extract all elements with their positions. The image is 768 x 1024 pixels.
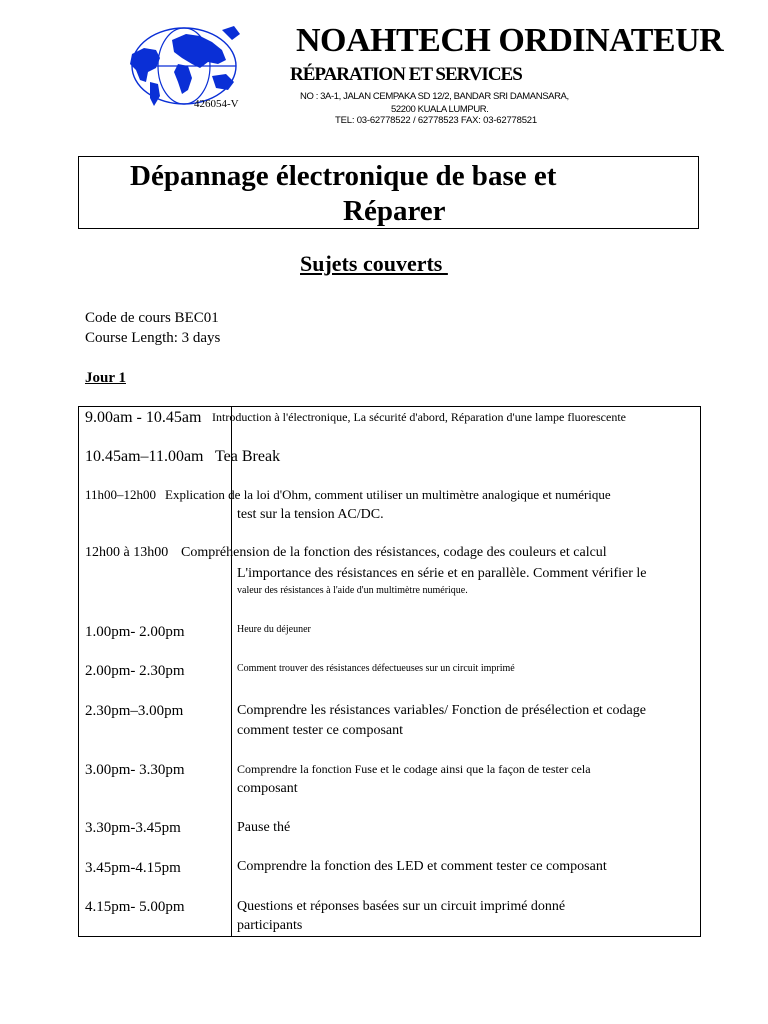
schedule-description: Comprendre les résistances variables/ Fonction de présélection et codage	[237, 703, 646, 718]
schedule-time: 3.45pm-4.15pm	[85, 860, 181, 876]
company-subtitle: RÉPARATION ET SERVICES	[290, 64, 522, 85]
schedule-time: 3.00pm- 3.30pm	[85, 762, 185, 778]
schedule-time: 1.00pm- 2.00pm	[85, 624, 185, 640]
schedule-description-cont: composant	[237, 781, 298, 796]
course-title-line-1: Dépannage électronique de base et	[130, 160, 557, 192]
schedule-description: Compréhension de la fonction des résistances, codage des couleurs et calcul	[181, 545, 607, 560]
schedule-time: 2.00pm- 2.30pm	[85, 663, 185, 679]
topics-heading: Sujets couverts	[300, 251, 448, 276]
course-length: Course Length: 3 days	[85, 330, 221, 346]
schedule-description: Comprendre la fonction des LED et comment tester ce composant	[237, 859, 607, 874]
day-label: Jour 1	[85, 370, 126, 386]
schedule-time: 11h00–12h00	[85, 487, 157, 502]
address-line-1: NO : 3A-1, JALAN CEMPAKA SD 12/2, BANDAR SRI DAMANSARA,	[300, 91, 569, 102]
company-name: NOAHTECH ORDINATEUR	[296, 22, 724, 59]
schedule-time: 10.45am–11.00am	[85, 448, 204, 465]
schedule-description: Tea Break	[215, 448, 281, 465]
schedule-description-cont: L'importance des résistances en série et en parallèle. Comment vérifier le	[237, 566, 647, 581]
schedule-description: Comment trouver des résistances défectueuses sur un circuit imprimé	[237, 663, 515, 674]
world-globe-icon	[126, 24, 242, 108]
contact-line: TEL: 03-62778522 / 62778523 FAX: 03-62778521	[335, 115, 537, 126]
schedule-description: Introduction à l'électronique, La sécurité d'abord, Réparation d'une lampe fluorescente	[212, 410, 626, 424]
address-line-2: 52200 KUALA LUMPUR.	[391, 104, 489, 115]
registration-number: 426054-V	[194, 98, 239, 110]
schedule-time: 12h00 à 13h00	[85, 545, 169, 560]
schedule-description: Pause thé	[237, 820, 291, 835]
schedule-description-cont: participants	[237, 918, 303, 933]
schedule-description: Questions et réponses basées sur un circuit imprimé donné	[237, 899, 566, 914]
schedule-time: 2.30pm–3.00pm	[85, 703, 184, 719]
schedule-description: Heure du déjeuner	[237, 624, 311, 635]
schedule-description: Comprendre la fonction Fuse et le codage ainsi que la façon de tester cela	[237, 762, 591, 776]
schedule-description: Explication de la loi d'Ohm, comment utiliser un multimètre analogique et numérique	[165, 487, 611, 502]
schedule-description-cont: valeur des résistances à l'aide d'un multimètre numérique.	[237, 585, 468, 596]
schedule-time: 3.30pm-3.45pm	[85, 820, 181, 836]
course-code: Code de cours BEC01	[85, 310, 219, 326]
schedule-time: 4.15pm- 5.00pm	[85, 899, 185, 915]
schedule-description-cont: test sur la tension AC/DC.	[237, 507, 384, 522]
schedule-description-cont: comment tester ce composant	[237, 723, 403, 738]
schedule-time: 9.00am - 10.45am	[85, 409, 202, 426]
course-title-line-2: Réparer	[343, 195, 446, 227]
